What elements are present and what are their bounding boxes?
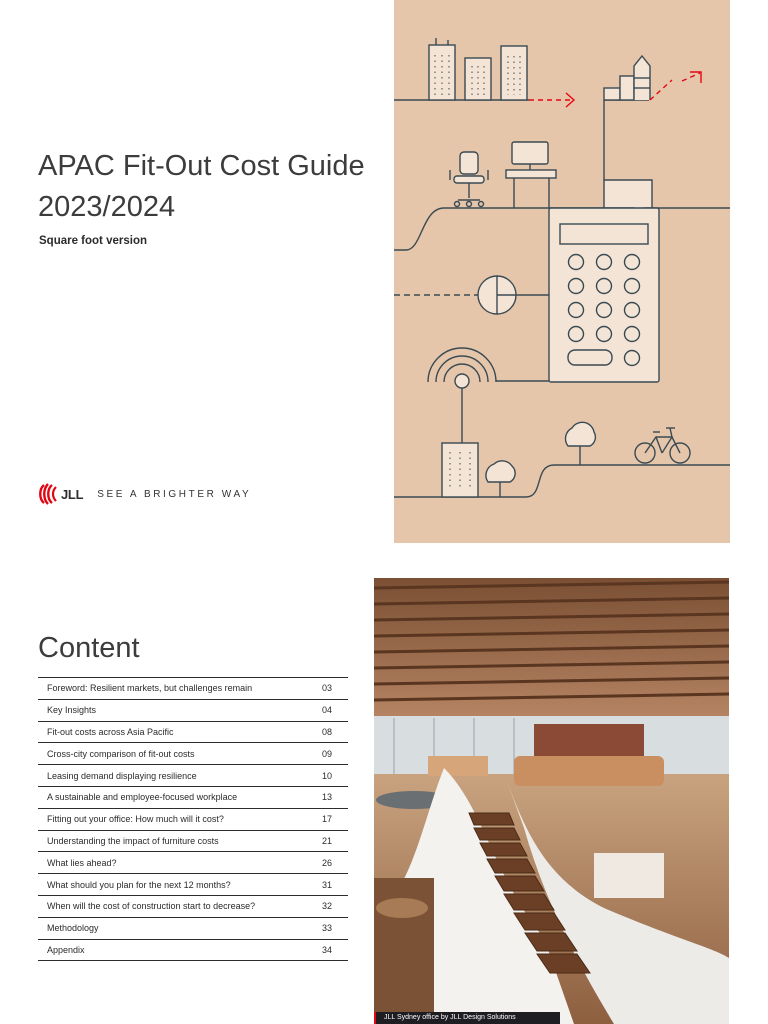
office-photo [374, 578, 729, 1024]
toc-item-page: 26 [321, 857, 332, 868]
toc-item-title: What lies ahead? [47, 857, 117, 868]
toc-item-page: 21 [321, 835, 332, 846]
toc-item-title: Leasing demand displaying resilience [47, 770, 197, 781]
toc-item-title: What should you plan for the next 12 months? [47, 879, 231, 890]
brand-wordmark: JLL [61, 486, 84, 502]
toc-item[interactable] [38, 896, 348, 918]
toc-item-title: Fitting out your office: How much will it cost? [47, 814, 224, 825]
toc-item-title: Methodology [47, 923, 99, 934]
toc-item[interactable] [38, 918, 348, 940]
toc-item-page: 10 [321, 770, 332, 781]
toc-item-page: 31 [321, 879, 332, 890]
toc-item[interactable] [38, 852, 348, 874]
pie-chart-icon [478, 276, 516, 314]
toc-item-page: 03 [321, 683, 332, 694]
toc-item-page: 33 [321, 923, 332, 934]
toc-item-page: 04 [321, 705, 332, 716]
bicycle-icon [635, 428, 690, 463]
photo-caption: JLL Sydney office by JLL Design Solutions [374, 1012, 560, 1024]
brand-tagline: SEE A BRIGHTER WAY [97, 488, 252, 500]
toc-item[interactable] [38, 678, 348, 700]
toc-item-title: When will the cost of construction start to decrease? [47, 901, 256, 912]
jll-logo-icon [38, 483, 58, 505]
cover-subtitle: Square foot version [39, 235, 147, 247]
toc-item-page: 34 [321, 944, 332, 955]
toc-item-title: A sustainable and employee-focused workplace [47, 792, 238, 803]
toc-item[interactable] [38, 722, 348, 744]
cover-illustration [394, 0, 730, 543]
toc-item-title: Key Insights [47, 705, 97, 716]
toc-item[interactable] [38, 940, 348, 962]
toc-item-title: Appendix [47, 944, 85, 955]
toc-item[interactable] [38, 809, 348, 831]
building-icon [429, 38, 527, 100]
cover-title [38, 146, 378, 228]
desk-icon [506, 142, 556, 208]
toc-item-page: 32 [321, 901, 332, 912]
calculator-icon [549, 208, 659, 382]
toc-item-page: 08 [321, 726, 332, 737]
toc-item[interactable] [38, 831, 348, 853]
contents-heading: Content [38, 632, 140, 664]
toc-item-title: Cross-city comparison of fit-out costs [47, 748, 195, 759]
toc-item-title: Understanding the impact of furniture costs [47, 835, 219, 846]
toc-item[interactable] [38, 874, 348, 896]
toc-item-page: 09 [321, 748, 332, 759]
toc-item[interactable] [38, 743, 348, 765]
office-chair-icon [450, 152, 488, 207]
cover-title-line-1: APAC Fit-Out Cost Guide [38, 150, 365, 182]
toc-item-title: Fit-out costs across Asia Pacific [47, 726, 174, 737]
toc-item-page: 17 [321, 814, 332, 825]
table-of-contents [38, 677, 348, 961]
tree-icon [486, 422, 595, 497]
brand-lockup [38, 483, 251, 505]
toc-item-page: 13 [321, 792, 332, 803]
toc-item-title: Foreword: Resilient markets, but challenges remain [47, 683, 253, 694]
cover-title-line-2: 2023/2024 [38, 191, 176, 223]
wifi-icon [428, 348, 496, 388]
toc-item[interactable] [38, 700, 348, 722]
toc-item[interactable] [38, 765, 348, 787]
toc-item[interactable] [38, 787, 348, 809]
